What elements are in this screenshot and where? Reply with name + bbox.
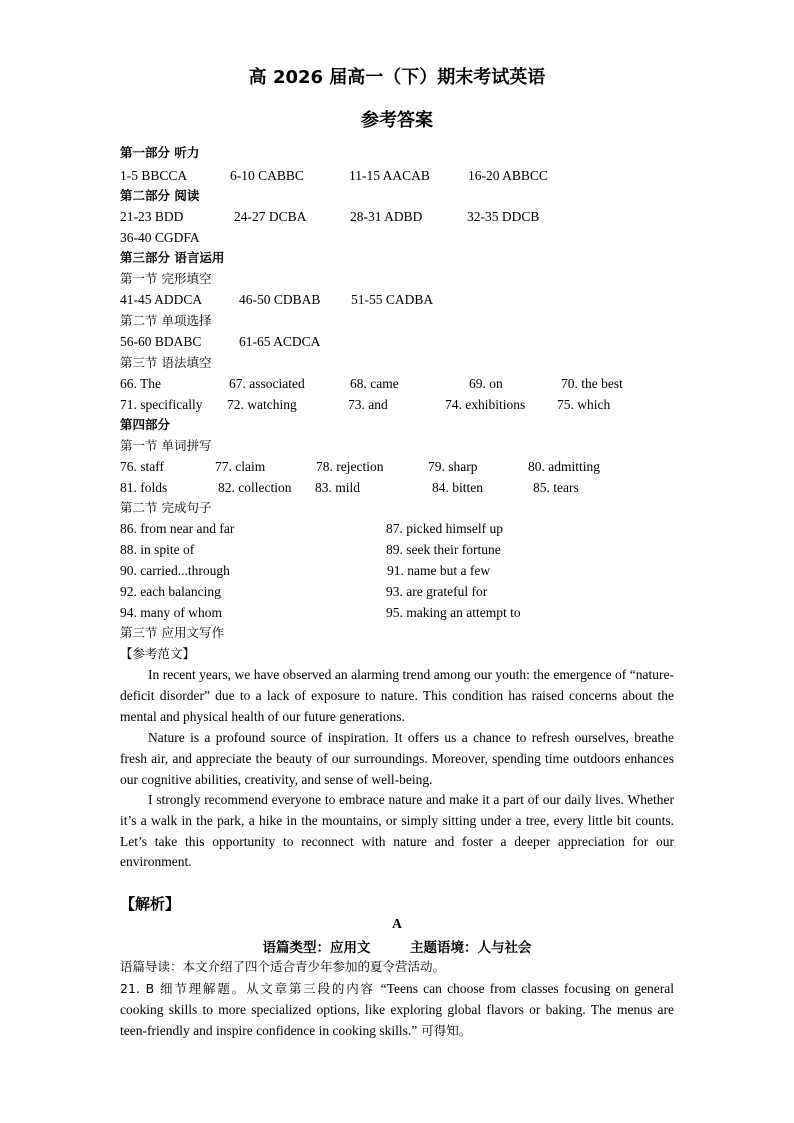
answer-item: 87. picked himself up xyxy=(386,521,503,536)
answer-item: 93. are grateful for xyxy=(386,584,488,599)
essay-paragraph: I strongly recommend everyone to embrace nature and make it a part of our daily lives. Whether it’s a walk in the park, a hike in the mountains, or simply sitting under a tree, every little bit counts. Let’s take this opportunity to reconnect with nature and foster a deeper appreciation for our environment. xyxy=(120,792,674,870)
spelling-row-2 xyxy=(120,479,680,497)
answer-item: 84. bitten xyxy=(432,480,483,495)
answer-item: 66. The xyxy=(120,376,161,391)
spelling-row-1 xyxy=(120,458,680,476)
part3-sec1-answers xyxy=(120,291,680,309)
part2-answers-row1 xyxy=(120,208,680,226)
grammar-row-2 xyxy=(120,396,680,414)
passage-letter: A xyxy=(392,916,402,931)
q21-prefix: 21. B 细节理解题。从文章第三段的内容 xyxy=(120,981,381,996)
part4-sec2-heading: 第二节 完成句子 xyxy=(120,500,212,515)
part3-heading: 第三部分 语言运用 xyxy=(120,250,225,265)
answer-item: 94. many of whom xyxy=(120,605,222,620)
question-21-explanation xyxy=(120,979,674,1041)
answer-group: 1-5 BBCCA xyxy=(120,168,188,183)
q21-suffix: 可得知。 xyxy=(417,1022,472,1038)
answer-item: 68. came xyxy=(350,376,399,391)
answer-item: 69. on xyxy=(469,376,503,391)
answer-item: 76. staff xyxy=(120,459,164,474)
part3-sec3-heading: 第三节 语法填空 xyxy=(120,355,212,370)
answer-item: 89. seek their fortune xyxy=(386,542,501,557)
theme-label: 主题语境：人与社会 xyxy=(409,940,532,956)
passage-guide: 语篇导读：本文介绍了四个适合青少年参加的夏令营活动。 xyxy=(120,959,446,974)
answer-item: 88. in spite of xyxy=(120,542,195,557)
answer-group: 61-65 ACDCA xyxy=(239,334,321,349)
part2-heading: 第二部分 阅读 xyxy=(120,188,200,203)
part3-sec2-heading: 第二节 单项选择 xyxy=(120,313,212,328)
answer-item: 79. sharp xyxy=(428,459,478,474)
grammar-row-1 xyxy=(120,375,680,393)
page-subtitle: 参考答案 xyxy=(361,110,433,131)
answer-item: 95. making an attempt to xyxy=(386,605,521,620)
essay-paragraph: In recent years, we have observed an alarming trend among our youth: the emergence of “nature-deficit disorder” due to a lack of exposure to nature. This condition has raised concerns about the mental and physical health of our future generations. xyxy=(120,667,674,724)
answer-item: 86. from near and far xyxy=(120,521,235,536)
answer-group: 51-55 CADBA xyxy=(351,292,434,307)
sample-essay-label: 【参考范文】 xyxy=(120,646,196,661)
page-title: 高 2026 届高一（下）期末考试英语 xyxy=(248,67,546,88)
answer-item: 72. watching xyxy=(227,397,297,412)
answer-item: 91. name but a few xyxy=(387,563,491,578)
part2-answers-row2: 36-40 CGDFA xyxy=(120,230,200,245)
part1-heading: 第一部分 听力 xyxy=(120,145,200,160)
answer-group: 41-45 ADDCA xyxy=(120,292,203,307)
part4-sec3-heading: 第三节 应用文写作 xyxy=(120,625,224,640)
answer-item: 77. claim xyxy=(215,459,266,474)
passage-meta xyxy=(0,936,794,956)
answer-item: 71. specifically xyxy=(120,397,203,412)
sentence-row xyxy=(120,604,680,622)
part1-answers xyxy=(120,167,680,185)
answer-group: 46-50 CDBAB xyxy=(239,292,321,307)
answer-group: 32-35 DDCB xyxy=(467,209,540,224)
answer-item: 74. exhibitions xyxy=(445,397,526,412)
answer-group: 16-20 ABBCC xyxy=(468,168,548,183)
sentence-row xyxy=(120,562,680,580)
sentence-row xyxy=(120,583,680,601)
answer-item: 90. carried...through xyxy=(120,563,230,578)
answer-item: 85. tears xyxy=(533,480,579,495)
answer-group: 56-60 BDABC xyxy=(120,334,202,349)
part4-sec1-heading: 第一节 单词拼写 xyxy=(120,438,212,453)
analysis-heading: 【解析】 xyxy=(120,895,181,913)
genre-label: 语篇类型：应用文 xyxy=(262,940,371,956)
sentence-row xyxy=(120,520,680,538)
answer-group: 6-10 CABBC xyxy=(230,168,304,183)
answer-item: 78. rejection xyxy=(316,459,384,474)
answer-item: 73. and xyxy=(348,397,388,412)
answer-item: 83. mild xyxy=(315,480,361,495)
answer-group: 11-15 AACAB xyxy=(349,168,430,183)
sentence-row xyxy=(120,541,680,559)
answer-group: 28-31 ADBD xyxy=(350,209,423,224)
answer-group: 24-27 DCBA xyxy=(234,209,307,224)
part3-sec1-heading: 第一节 完形填空 xyxy=(120,271,212,286)
answer-item: 75. which xyxy=(557,397,611,412)
answer-item: 67. associated xyxy=(229,376,305,391)
answer-item: 81. folds xyxy=(120,480,168,495)
answer-item: 82. collection xyxy=(218,480,292,495)
answer-item: 92. each balancing xyxy=(120,584,221,599)
answer-item: 70. the best xyxy=(561,376,623,391)
part3-sec2-answers xyxy=(120,333,680,351)
part4-heading: 第四部分 xyxy=(120,417,171,432)
answer-item: 80. admitting xyxy=(528,459,600,474)
essay-paragraph: Nature is a profound source of inspiration. It offers us a chance to refresh ourselves, breathe fresh air, and appreciate the beauty of our surroundings. Moreover, spending time outdoors enhances our cognitive abilities, creativity, and sense of well-being. xyxy=(120,730,674,787)
answer-group: 21-23 BDD xyxy=(120,209,184,224)
q21-quote: “Teens can choose from classes focusing on general cooking skills to more specialized options, like exploring global flavors or baking. The menus are teen-friendly and inspire confidence in cooking skills.” xyxy=(120,981,674,1038)
